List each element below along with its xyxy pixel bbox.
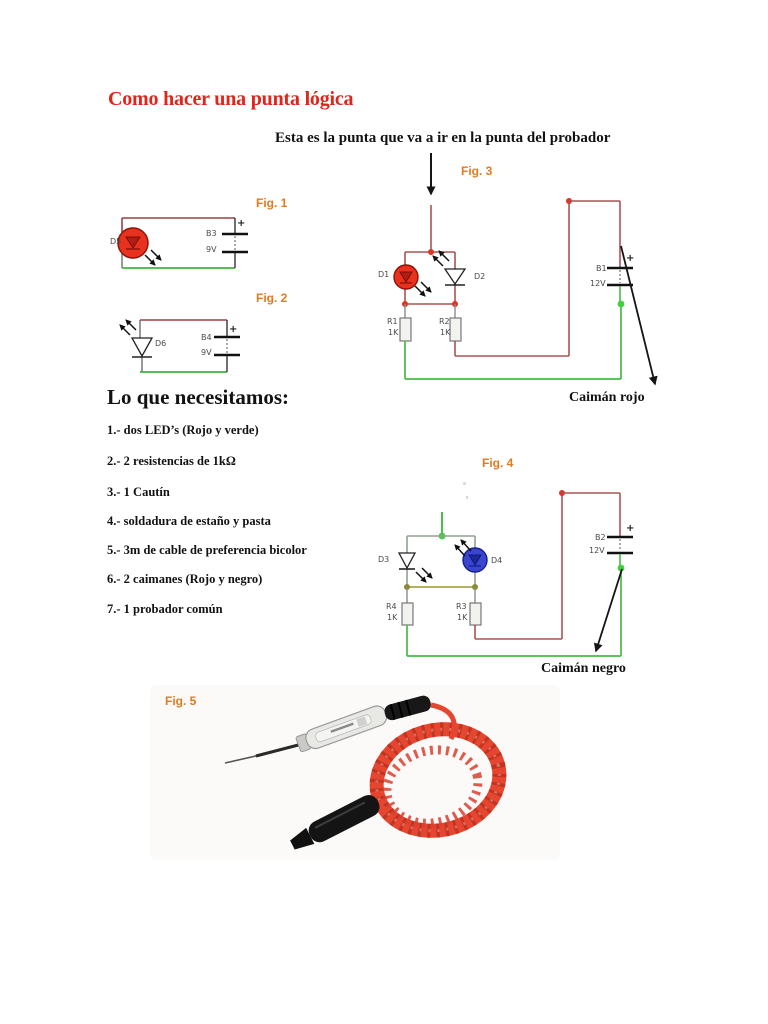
- battery-b2-label: B2: [595, 533, 606, 542]
- fig1-label: Fig. 1: [256, 196, 288, 210]
- resistor-r2-value: 1K: [440, 328, 451, 337]
- fig4-label: Fig. 4: [482, 456, 514, 470]
- material-item-1: 1.- dos LED’s (Rojo y verde): [107, 423, 259, 437]
- battery-b1-voltage: 12V: [590, 279, 606, 288]
- subtitle: Esta es la punta que va a ir en la punta del probador: [275, 130, 611, 146]
- led-emission-arrows-icon: [120, 320, 136, 335]
- led-d3-label: D3: [378, 555, 390, 564]
- led-diode-icon: [399, 553, 415, 569]
- fig2-label: Fig. 2: [256, 291, 288, 305]
- led-d6-label: D6: [155, 339, 167, 348]
- fig4-circuit: [370, 485, 670, 685]
- material-item-6: 6.- 2 caimanes (Rojo y negro): [107, 572, 263, 586]
- battery-b1-label: B1: [596, 264, 607, 273]
- resistor-r1-label: R1: [387, 317, 398, 326]
- material-item-7: 7.- 1 probador común: [107, 602, 223, 616]
- fig3-circuit: [370, 195, 670, 410]
- material-item-2: 2.- 2 resistencias de 1kΩ: [107, 454, 236, 468]
- resistor-icon: [402, 603, 413, 625]
- resistor-icon: [450, 318, 461, 341]
- fig3-label: Fig. 3: [461, 164, 493, 178]
- resistor-r3-label: R3: [456, 602, 467, 611]
- resistor-r1-value: 1K: [388, 328, 399, 337]
- junction-dot-green: [618, 301, 625, 308]
- scan-artifact-dot: [466, 496, 468, 499]
- led-emission-arrows-icon: [415, 282, 431, 296]
- battery-b4-label: B4: [201, 333, 212, 342]
- battery-icon: [607, 537, 633, 565]
- material-item-4: 4.- soldadura de estaño y pasta: [107, 514, 271, 528]
- fig2-circuit: [105, 300, 265, 385]
- caiman-rojo-caption: Caimán rojo: [569, 390, 645, 405]
- scan-artifact-dot: [463, 482, 466, 485]
- battery-b4-voltage: 9V: [201, 348, 212, 357]
- resistor-icon: [470, 603, 481, 625]
- battery-plus-sign: +: [229, 324, 238, 335]
- caiman-rojo-arrow-icon: [621, 246, 655, 384]
- resistor-r3-value: 1K: [457, 613, 468, 622]
- led-d4-label: D4: [491, 556, 503, 565]
- battery-plus-sign: +: [237, 218, 246, 229]
- section-heading: Lo que necesitamos:: [107, 385, 289, 409]
- led-diode-icon: [132, 338, 152, 357]
- caiman-negro-arrow-icon: [596, 569, 622, 651]
- material-item-3: 3.- 1 Cautín: [107, 485, 170, 499]
- caiman-negro-caption: Caimán negro: [541, 661, 626, 676]
- page-title: Como hacer una punta lógica: [108, 88, 354, 110]
- led-diode-icon: [445, 269, 465, 285]
- battery-icon: [607, 268, 633, 301]
- junction-dot: [428, 249, 434, 255]
- resistor-r4-value: 1K: [387, 613, 398, 622]
- led-emission-arrows-icon: [145, 250, 161, 265]
- led-blue-icon: [463, 548, 487, 572]
- led-d1-label: D1: [378, 270, 390, 279]
- led-emission-arrows-icon: [416, 568, 432, 582]
- resistor-r4-label: R4: [386, 602, 397, 611]
- led-red-icon: [394, 265, 418, 289]
- battery-b2-voltage: 12V: [589, 546, 605, 555]
- fig5-label: Fig. 5: [165, 694, 197, 708]
- led-red-icon: [118, 228, 148, 258]
- battery-plus-sign: +: [626, 523, 635, 534]
- battery-plus-sign: +: [626, 253, 635, 264]
- fig1-circuit: [105, 208, 255, 278]
- resistor-icon: [400, 318, 411, 341]
- led-d2-label: D2: [474, 272, 486, 281]
- led-emission-arrows-icon: [433, 251, 449, 266]
- fig5-probe-photo: [150, 685, 560, 860]
- resistor-r2-label: R2: [439, 317, 450, 326]
- material-item-5: 5.- 3m de cable de preferencia bicolor: [107, 543, 307, 557]
- battery-b3-voltage: 9V: [206, 245, 217, 254]
- led-d5-label: D5: [110, 237, 122, 246]
- battery-b3-label: B3: [206, 229, 217, 238]
